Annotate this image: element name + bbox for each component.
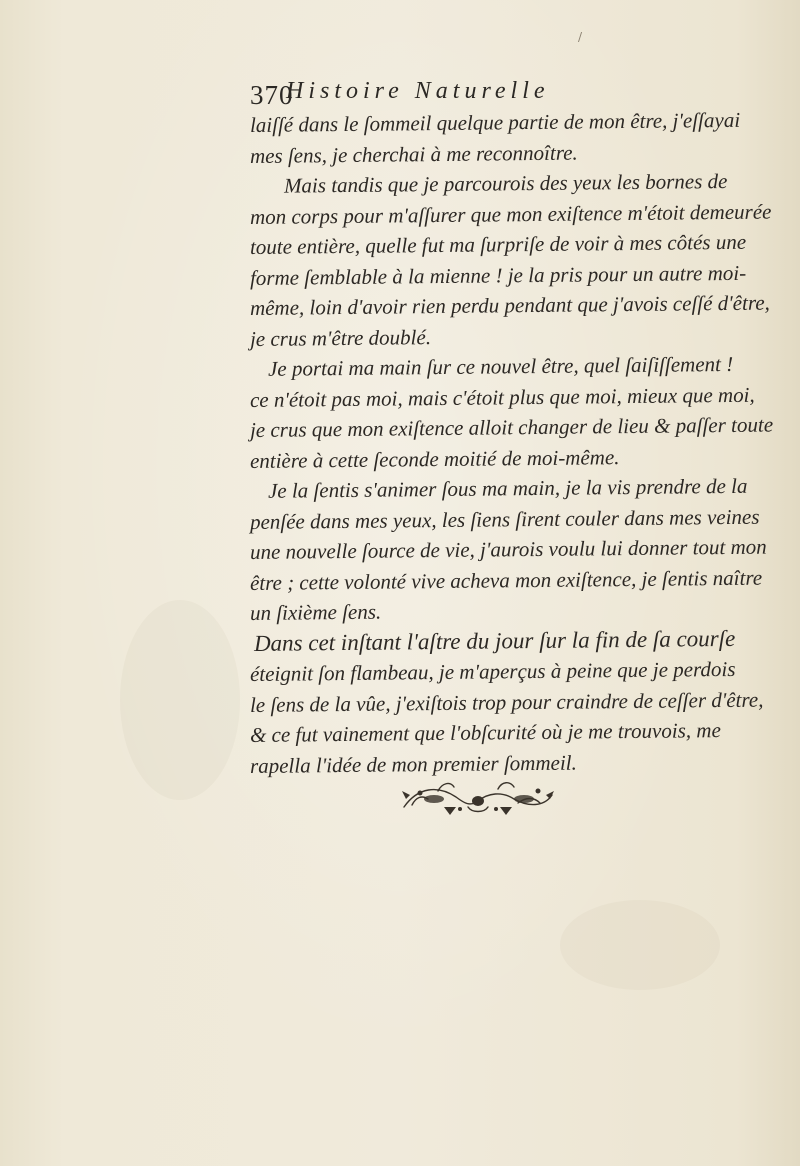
text-line: être ; cette volonté vive acheva mon exiſtence, je ſentis naître [249,565,763,595]
running-title: Histoire Naturelle [286,78,550,104]
text-line: même, loin d'avoir rien perdu pendant que j'avois ceſſé d'être, [249,290,770,320]
page-number: 370 [250,80,294,110]
paper-stain [560,900,720,990]
paragraph-start-line: Dans cet inſtant l'aſtre du jour ſur la fin de ſa courſe [253,625,736,656]
text-line: forme ſemblable à la mienne ! je la pris pour un autre moi- [249,260,747,290]
text-line: une nouvelle ſource de vie, j'aurois voulu lui donner tout mon [249,534,767,564]
paragraph-start-line: Mais tandis que je parcourois des yeux les bornes de [283,169,728,198]
floral-vignette-ornament [398,777,558,819]
text-line: penſée dans mes yeux, les ſiens ſirent couler dans mes veines [249,504,760,534]
paper-stain [120,600,240,800]
text-line: & ce fut vainement que l'obſcurité où je me trouvois, me [249,718,721,747]
text-line: je crus m'être doublé. [249,324,432,351]
text-line: je crus que mon exiſtence alloit changer de lieu & paſſer toute [249,412,774,442]
paragraph-start-line: Je la ſentis s'animer ſous ma main, je la vis prendre de la [267,473,748,503]
text-line: toute entière, quelle fut ma ſurpriſe de voir à mes côtés une [249,229,747,259]
text-line: rapella l'idée de mon premier ſommeil. [249,750,577,778]
text-line: mes ſens, je cherchai à me reconnoître. [249,140,578,168]
body-text [249,107,774,781]
text-line: le ſens de la vûe, j'exiſtois trop pour craindre de ceſſer d'être, [249,687,764,717]
corner-mark: / [578,30,583,44]
text-line: entière à cette ſeconde moitié de moi-même. [249,444,620,473]
text-line: ce n'étoit pas moi, mais c'étoit plus que moi, mieux que moi, [249,382,755,412]
text-line: éteignit ſon flambeau, je m'aperçus à peine que je perdois [249,656,736,686]
text-line: laiſſé dans le ſommeil quelque partie de mon être, j'eſſayai [249,107,741,137]
text-line: un ſixième ſens. [249,599,382,625]
paragraph-start-line: Je portai ma main ſur ce nouvel être, quel ſaiſiſſement ! [267,351,734,381]
text-line: mon corps pour m'aſſurer que mon exiſtence m'étoit demeurée [249,199,772,229]
